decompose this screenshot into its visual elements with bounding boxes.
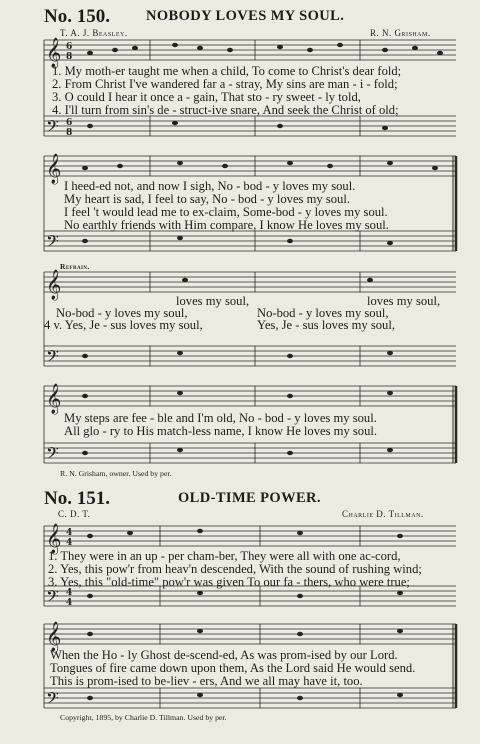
refrain-line: My steps are fee - ble and I'm old, No - bod - y loves my soul. [64, 411, 377, 425]
verse-line: 3. Yes, this "old-time" pow'r was given To our fa - thers, who were true; [48, 575, 410, 589]
refrain-label: Refrain. [60, 262, 90, 271]
composer-credit: Charlie D. Tillman. [342, 509, 424, 519]
refrain-line: No-bod - y loves my soul, [56, 306, 188, 320]
svg-text:4: 4 [66, 528, 73, 538]
bass-clef-icon: 𝄢 [46, 116, 59, 140]
svg-text:𝄞: 𝄞 [46, 384, 62, 414]
verse-line: This is prom-ised to be-liev - ers, And we all may have it, too. [50, 674, 363, 688]
svg-text:4: 4 [66, 588, 73, 598]
svg-text:𝄞: 𝄞 [46, 524, 62, 554]
svg-text:𝄢: 𝄢 [46, 688, 59, 712]
note-heads [82, 43, 443, 700]
verse-line: I heed-ed not, and now I sigh, No - bod - y loves my soul. [64, 179, 356, 193]
verse-line: My heart is sad, I feel to say, No - bod - y loves my soul. [64, 192, 350, 206]
svg-text:𝄢: 𝄢 [46, 443, 59, 467]
svg-text:4: 4 [66, 538, 73, 548]
hymn-number: No. 150. [44, 6, 110, 27]
staff-lines [44, 40, 456, 708]
refrain-line: All glo - ry to His match-less name, I know He loves my soul. [64, 424, 378, 438]
refrain-line: 4 v. Yes, Je - sus loves my soul, [44, 318, 203, 332]
verse-line: I feel 't would lead me to ex-claim, Some-bod - y loves my soul. [64, 205, 388, 219]
verse-line: When the Ho - ly Ghost de-scend-ed, As was prom-ised by our Lord. [50, 648, 398, 662]
hymn-number: No. 151. [44, 488, 110, 509]
verse-line: Tongues of fire came down upon them, As the Lord said He would send. [50, 661, 416, 675]
treble-clef-icon: 𝄞 [46, 38, 62, 68]
svg-text:4: 4 [66, 598, 73, 608]
verse-line: 1. My moth-er taught me when a child, To come to Christ's dear fold; [52, 64, 402, 78]
svg-text:8: 8 [66, 52, 73, 62]
copyright-notice: Copyright, 1895, by Charlie D. Tillman. Used by per. [60, 713, 227, 722]
refrain-line: loves my soul, [367, 294, 441, 308]
composer-credit: R. N. Grisham. [370, 28, 431, 38]
lyricist-credit: C. D. T. [58, 509, 91, 519]
svg-text:𝄞: 𝄞 [46, 154, 62, 184]
verse-line: 4. I'll turn from sin's de - struct-ive snare, And seek the Christ of old; [52, 103, 399, 117]
svg-text:𝄢: 𝄢 [46, 586, 59, 610]
svg-text:6: 6 [66, 42, 73, 52]
svg-text:𝄢: 𝄢 [46, 231, 59, 255]
verse-line: 3. O could I hear it once a - gain, That sto - ry sweet - ly told, [52, 90, 361, 104]
verse-line: 2. Yes, this pow'r from heav'n descended, With the sound of rushing wind; [48, 562, 422, 576]
svg-text:𝄞: 𝄞 [46, 270, 62, 300]
svg-text:6: 6 [66, 118, 73, 128]
refrain-line: loves my soul, [176, 294, 250, 308]
verse-line: 2. From Christ I've wandered far a - stray, My sins are man - i - fold; [52, 77, 398, 91]
verse-line: 1. They were in an up - per cham-ber, They were all with one ac-cord, [48, 549, 401, 563]
bar-lines [150, 40, 360, 708]
hymn-title: NOBODY LOVES MY SOUL. [146, 8, 345, 24]
owner-notice: R. N. Grisham, owner. Used by per. [60, 469, 172, 478]
svg-text:𝄞: 𝄞 [46, 622, 62, 652]
svg-text:8: 8 [66, 128, 73, 138]
lyricist-credit: T. A. J. Beasley. [60, 28, 128, 38]
refrain-line: No-bod - y loves my soul, [257, 306, 389, 320]
verse-line: No earthly friends with Him compare, I know He loves my soul. [64, 218, 389, 232]
refrain-line: Yes, Je - sus loves my soul, [257, 318, 395, 332]
hymn-title: OLD-TIME POWER. [178, 490, 321, 506]
svg-text:𝄢: 𝄢 [46, 346, 59, 370]
